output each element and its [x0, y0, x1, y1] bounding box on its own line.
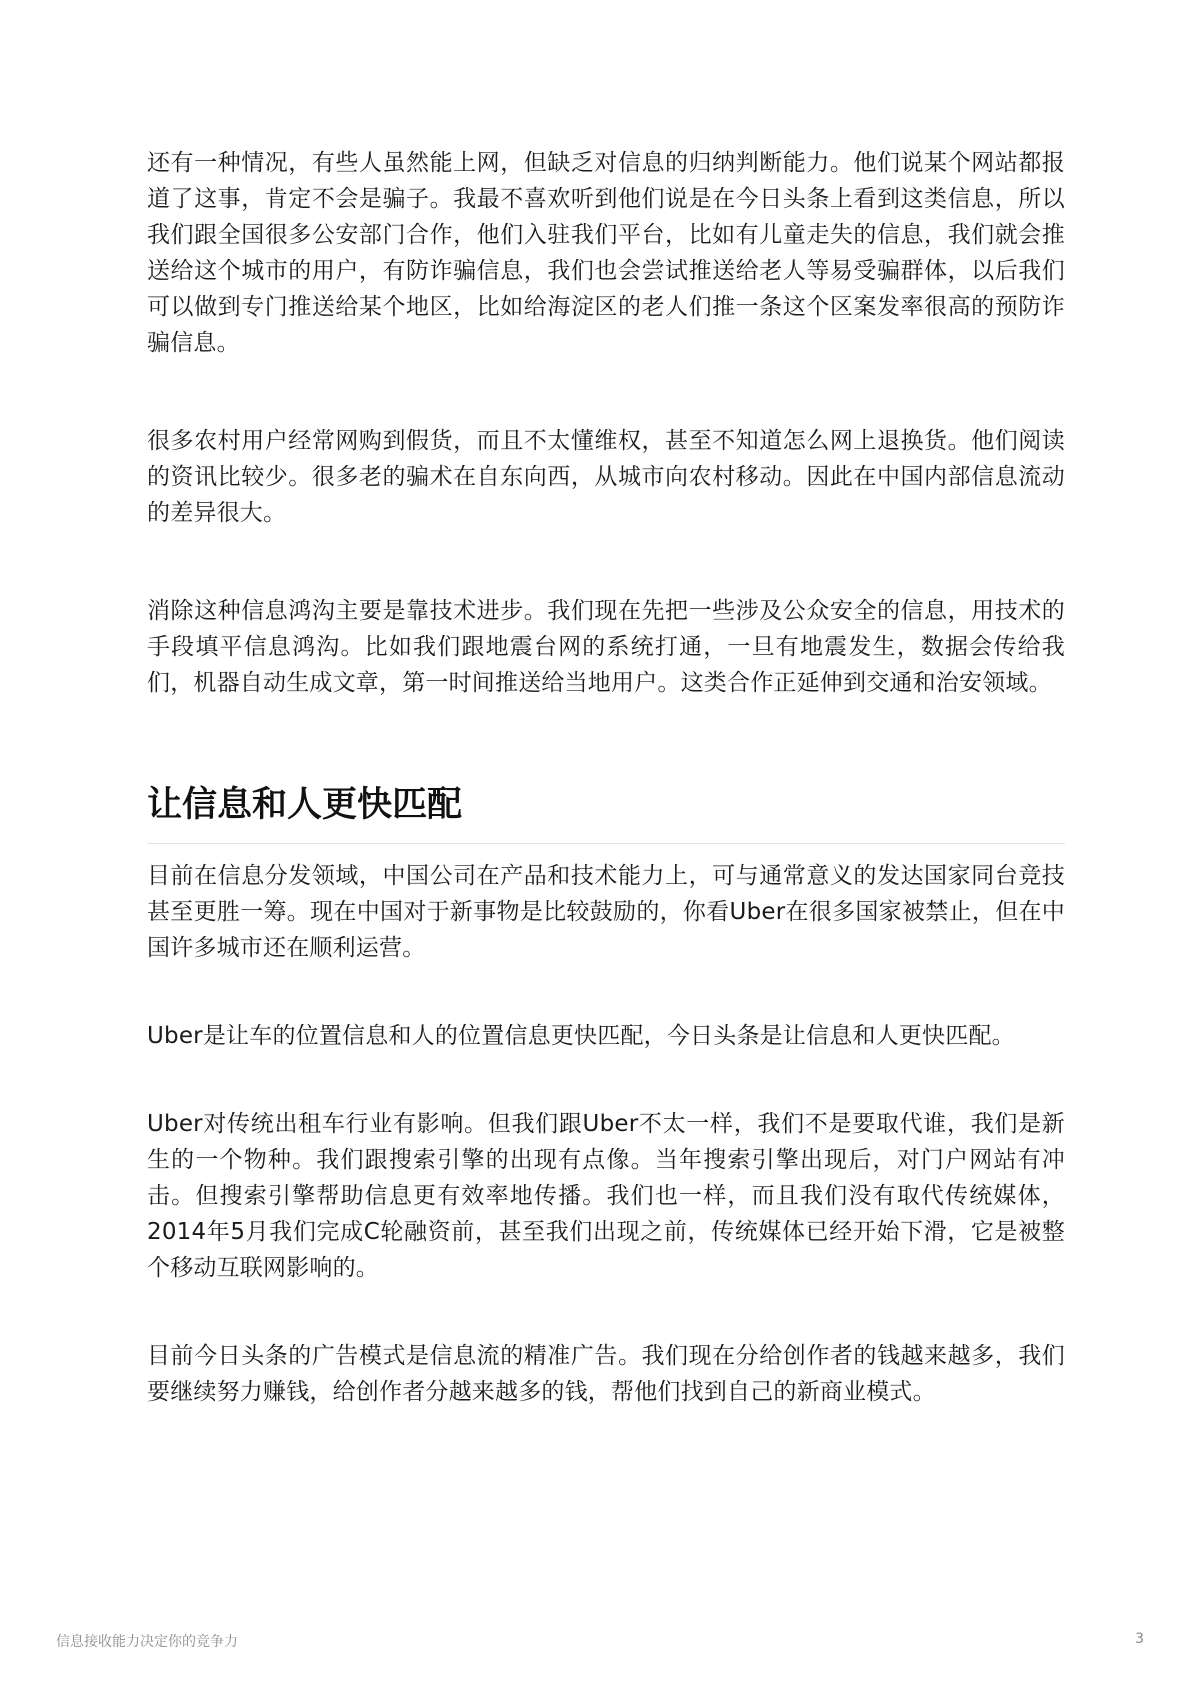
paragraph: 目前今日头条的广告模式是信息流的精准广告。我们现在分给创作者的钱越来越多，我们要继续努力赚钱，给创作者分越来越多的钱，帮他们找到自己的新商业模式。 [147, 1343, 1065, 1405]
footer-page-number: 3 [1135, 1631, 1144, 1647]
paragraph: 消除这种信息鸿沟主要是靠技术进步。我们现在先把一些涉及公众安全的信息，用技术的手段填平信息鸿沟。比如我们跟地震台网的系统打通，一旦有地震发生，数据会传给我们，机器自动生成文章，第一时间推送给当地用户。这类合作正延伸到交通和治安领域。 [147, 598, 1065, 696]
paragraph: Uber对传统出租车行业有影响。但我们跟Uber不太一样，我们不是要取代谁，我们是新生的一个物种。我们跟搜索引擎的出现有点像。当年搜索引擎出现后，对门户网站有冲击。但搜索引擎帮助信息更有效率地传播。我们也一样，而且我们没有取代传统媒体，2014年5月我们完成C轮融资前，甚至我们出现之前，传统媒体已经开始下滑，它是被整个移动互联网影响的。 [147, 1111, 1065, 1281]
paragraph: Uber是让车的位置信息和人的位置信息更快匹配，今日头条是让信息和人更快匹配。 [147, 1023, 1015, 1049]
paragraph: 目前在信息分发领域，中国公司在产品和技术能力上，可与通常意义的发达国家同台竞技甚至更胜一筹。现在中国对于新事物是比较鼓励的，你看Uber在很多国家被禁止，但在中国许多城市还在顺利运营。 [147, 863, 1065, 961]
section-heading: 让信息和人更快匹配 [147, 781, 1065, 844]
footer-document-title: 信息接收能力决定你的竞争力 [56, 1634, 238, 1650]
article-body [147, 145, 1065, 1410]
paragraph: 很多农村用户经常网购到假货，而且不太懂维权，甚至不知道怎么网上退换货。他们阅读的资讯比较少。很多老的骗术在自东向西，从城市向农村移动。因此在中国内部信息流动的差异很大。 [147, 428, 1065, 526]
paragraph: 还有一种情况，有些人虽然能上网，但缺乏对信息的归纳判断能力。他们说某个网站都报道了这事，肯定不会是骗子。我最不喜欢听到他们说是在今日头条上看到这类信息，所以我们跟全国很多公安部门合作，他们入驻我们平台，比如有儿童走失的信息，我们就会推送给这个城市的用户，有防诈骗信息，我们也会尝试推送给老人等易受骗群体，以后我们可以做到专门推送给某个地区，比如给海淀区的老人们推一条这个区案发率很高的预防诈骗信息。 [147, 150, 1065, 356]
